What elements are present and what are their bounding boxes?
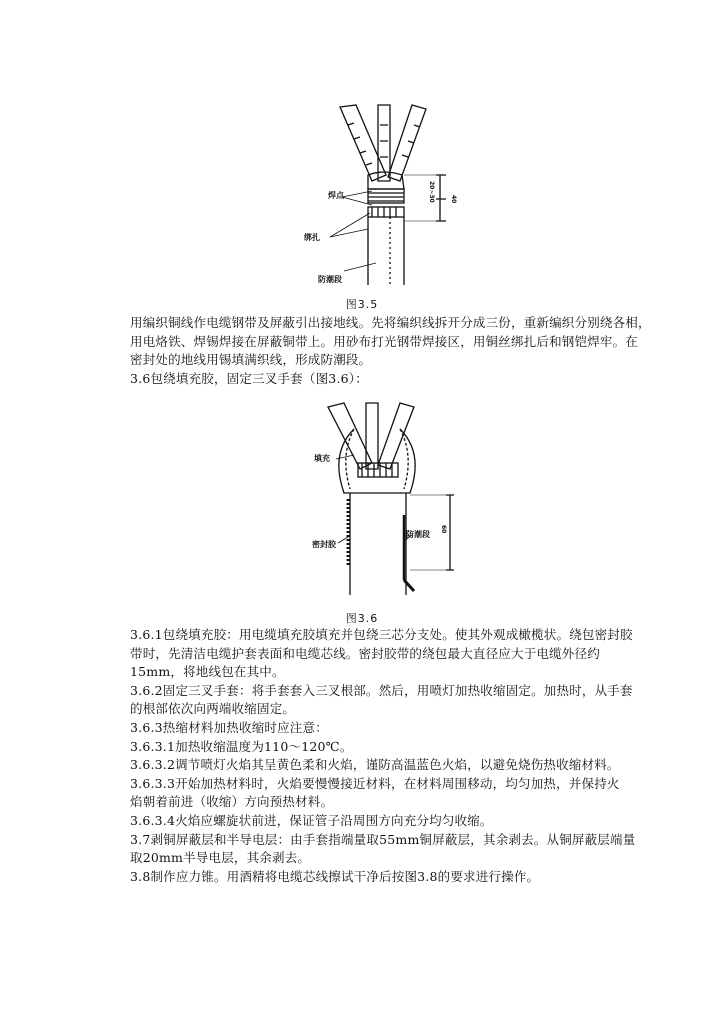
text-line: 3.8制作应力锥。用酒精将电缆芯线擦试干净后按图3.8的要求进行操作。: [130, 868, 540, 884]
text-line: 15mm，将地线包在其中。: [130, 664, 285, 680]
text-line: 3.6.3.2调节喷灯火焰其呈黄色柔和火焰，谨防高温蓝色火焰，以避免烧伤热收缩材料。: [130, 757, 620, 773]
text-line: 3.6.3.3开始加热材料时，火焰要慢慢接近材料，在材料周围移动，均匀加热，并保持火: [130, 775, 620, 791]
section-heading-3-6: 3.6包绕填充胶，固定三叉手套（图3.6）：: [130, 370, 368, 386]
figure-3-6: [300, 395, 470, 605]
paragraph-3-6: [130, 626, 650, 886]
label-dim: 60: [440, 525, 447, 534]
text-line: 焰朝着前进（收缩）方向预热材料。: [130, 794, 334, 810]
text-line: 用编织铜线作电缆钢带及屏蔽引出接地线。先将编织线拆开分成三份，重新编织分别绕各相，: [130, 315, 651, 330]
text-line: 3.6.3热缩材料加热收缩时应注意：: [130, 719, 328, 735]
text-line: 用电烙铁、焊锡焊接在屏蔽铜带上。用砂布打光钢带焊接区，用铜丝绑扎后和钢铠焊牢。在: [130, 333, 639, 349]
figure-3-5-caption: 图3.5: [345, 298, 379, 311]
label-dim-a: 20~30: [428, 181, 435, 203]
cable-diagram-3-5: [290, 95, 470, 295]
paragraph-3-5: [130, 314, 650, 388]
text-line: 的根部依次向两端收缩固定。: [130, 701, 296, 717]
label-fill: 填充: [314, 454, 330, 463]
label-solder: 焊点: [328, 191, 344, 200]
label-moisture: 防潮段: [318, 275, 342, 284]
text-line: 密封处的地线用锡填满织线，形成防潮段。: [130, 352, 372, 368]
text-line: 3.6.1包绕填充胶：用电缆填充胶填充并包绕三芯分支处。使其外观成橄榄状。绕包密封胶: [130, 627, 633, 642]
text-line: 3.6.3.4火焰应螺旋状前进，保证管子沿周围方向充分均匀收缩。: [130, 812, 493, 828]
label-moisture-2: 防潮段: [406, 530, 430, 539]
cable-diagram-3-6: [300, 395, 470, 605]
figure-3-5: [290, 95, 470, 295]
label-seal: 密封胶: [312, 540, 336, 549]
text-line: 3.6.2固定三叉手套：将手套套入三叉根部。然后，用喷灯加热收缩固定。加热时，从手套: [130, 682, 633, 698]
figure-3-6-caption: 图3.6: [345, 612, 379, 625]
text-line: 带时，先清洁电缆护套表面和电缆芯线。密封胶带的绕包最大直径应大于电缆外径约: [130, 645, 600, 661]
text-line: 3.7剥铜屏蔽层和半导电层：由手套指端量取55mm铜屏蔽层，其余剥去。从铜屏蔽层端量: [130, 831, 636, 847]
text-line: 3.6.3.1加热收缩温度为110～120℃。: [130, 738, 353, 754]
label-dim-b: 40: [450, 195, 457, 204]
label-bind: 绑扎: [304, 233, 320, 242]
text-line: 取20mm半导电层，其余剥去。: [130, 850, 311, 866]
